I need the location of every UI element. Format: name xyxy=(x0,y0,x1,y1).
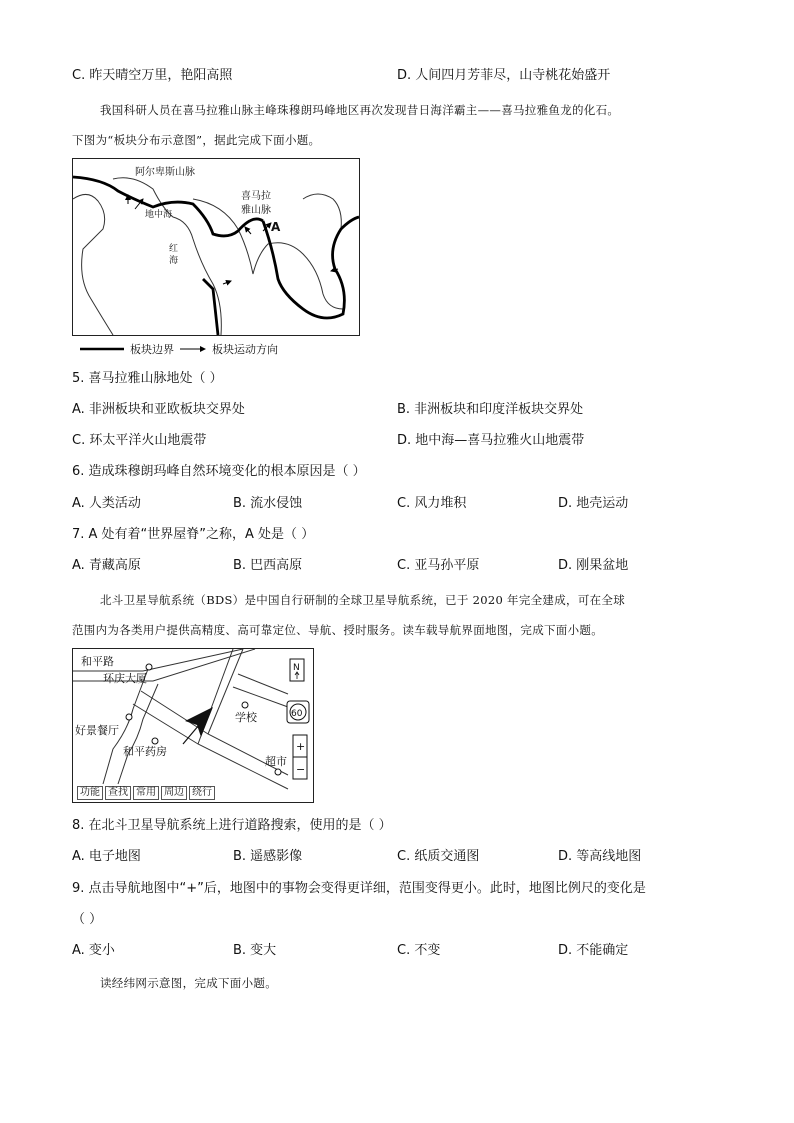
q6-option-c: C. 风力堆积 xyxy=(397,496,467,511)
boundary-line-icon xyxy=(80,345,124,353)
q9-option-b: B. 变大 xyxy=(233,943,277,958)
label-himalaya-2: 雅山脉 xyxy=(241,205,271,216)
q5-option-b: B. 非洲板块和印度洋板块交界处 xyxy=(397,402,584,417)
road-edge xyxy=(233,687,288,707)
q5-stem: 5. 喜马拉雅山脉地处（ ） xyxy=(72,371,223,386)
passage3-line1: 读经纬网示意图，完成下面小题。 xyxy=(100,976,277,990)
africa-east-coast xyxy=(113,178,221,335)
label-red-1: 红 xyxy=(169,244,179,254)
passage2-line1: 北斗卫星导航系统（BDS）是中国自行研制的全球卫星导航系统，已于 2020 年完全建成，可在全球 xyxy=(100,593,626,607)
q4-option-d: D. 人间四月芳菲尽，山寺桃花始盛开 xyxy=(397,68,611,83)
q9-stem: 9. 点击导航地图中“+”后，地图中的事物会变得更详细，范围变得更小。此时，地图比例尺的变化是 xyxy=(72,881,646,896)
navigation-map xyxy=(72,648,314,803)
road-edge xyxy=(118,684,158,784)
q8-option-d: D. 等高线地图 xyxy=(558,849,642,864)
motion-arrow xyxy=(223,281,231,284)
label-pharmacy: 和平药房 xyxy=(123,745,167,758)
q9-option-d: D. 不能确定 xyxy=(558,943,629,958)
passage1-line2: 下图为“板块分布示意图”，据此完成下面小题。 xyxy=(72,133,321,147)
q8-option-b: B. 遥感影像 xyxy=(233,849,303,864)
poi-restaurant xyxy=(126,714,132,720)
toolbar-function-button[interactable]: 功能 xyxy=(77,786,103,800)
road-edge xyxy=(238,674,288,694)
q5-option-d: D. 地中海—喜马拉雅火山地震带 xyxy=(397,433,585,448)
motion-arrow xyxy=(245,227,251,234)
label-red-2: 海 xyxy=(169,256,179,266)
passage2-line2: 范围内为各类用户提供高精度、高可靠定位、导航、授时服务。读车载导航界面地图，完成下面小题。 xyxy=(72,623,603,637)
label-a: A xyxy=(271,220,281,234)
zoom-out-button[interactable]: − xyxy=(296,763,306,776)
q9-option-a: A. 变小 xyxy=(72,943,115,958)
plate-map xyxy=(72,158,360,336)
east-asia-coast xyxy=(303,194,341,229)
q6-option-d: D. 地壳运动 xyxy=(558,496,629,511)
road-label: 和平路 xyxy=(81,655,114,668)
label-restaurant: 好景餐厅 xyxy=(75,724,119,737)
plate-map-legend xyxy=(80,341,278,357)
navigation-map-svg xyxy=(73,649,313,802)
label-med: 地中海 xyxy=(145,210,173,220)
navigation-toolbar xyxy=(77,786,215,800)
toolbar-favorites-button[interactable]: 常用 xyxy=(133,786,159,800)
poi-pharmacy xyxy=(152,738,158,744)
q8-stem: 8. 在北斗卫星导航系统上进行道路搜索，使用的是（ ） xyxy=(72,818,392,833)
q7-option-d: D. 刚果盆地 xyxy=(558,558,629,573)
speed-value: 60 xyxy=(291,709,303,719)
passage1-line1: 我国科研人员在喜马拉雅山脉主峰珠穆朗玛峰地区再次发现昔日海洋霸主——喜马拉雅鱼龙的化石。 xyxy=(100,103,620,117)
q4-option-c: C. 昨天晴空万里，艳阳高照 xyxy=(72,68,233,83)
q5-option-c: C. 环太平洋火山地震带 xyxy=(72,433,207,448)
toolbar-nearby-button[interactable]: 周边 xyxy=(161,786,187,800)
legend-motion: 板块运动方向 xyxy=(212,343,278,356)
compass-label: N xyxy=(293,663,300,673)
label-school: 学校 xyxy=(235,711,257,724)
q6-option-a: A. 人类活动 xyxy=(72,496,141,511)
motion-arrow-icon xyxy=(180,345,206,353)
poi-huanqing xyxy=(146,664,152,670)
q9-option-c: C. 不变 xyxy=(397,943,441,958)
legend-boundary: 板块边界 xyxy=(130,343,174,356)
label-huanqing: 环庆大厦 xyxy=(103,672,147,685)
q5-option-a: A. 非洲板块和亚欧板块交界处 xyxy=(72,402,245,417)
q7-stem: 7. A 处有着“世界屋脊”之称，A 处是（ ） xyxy=(72,527,315,542)
zoom-in-button[interactable]: + xyxy=(296,740,306,753)
toolbar-search-button[interactable]: 查找 xyxy=(105,786,131,800)
q6-option-b: B. 流水侵蚀 xyxy=(233,496,303,511)
q9-stem-bracket: （ ） xyxy=(72,912,103,927)
q7-option-b: B. 巴西高原 xyxy=(233,558,303,573)
plate-boundary-africa-indian xyxy=(203,279,218,335)
q7-option-a: A. 青藏高原 xyxy=(72,558,141,573)
label-market: 超市 xyxy=(265,755,287,768)
plate-map-svg xyxy=(73,159,359,335)
toolbar-detour-button[interactable]: 绕行 xyxy=(189,786,215,800)
q8-option-c: C. 纸质交通图 xyxy=(397,849,480,864)
q7-option-c: C. 亚马孙平原 xyxy=(397,558,480,573)
label-himalaya-1: 喜马拉 xyxy=(241,191,271,202)
poi-market xyxy=(275,769,281,775)
q8-option-a: A. 电子地图 xyxy=(72,849,141,864)
africa-west-coast xyxy=(73,194,113,335)
label-alps: 阿尔卑斯山脉 xyxy=(135,167,195,178)
poi-school xyxy=(242,702,248,708)
q6-stem: 6. 造成珠穆朗玛峰自然环境变化的根本原因是（ ） xyxy=(72,464,366,479)
